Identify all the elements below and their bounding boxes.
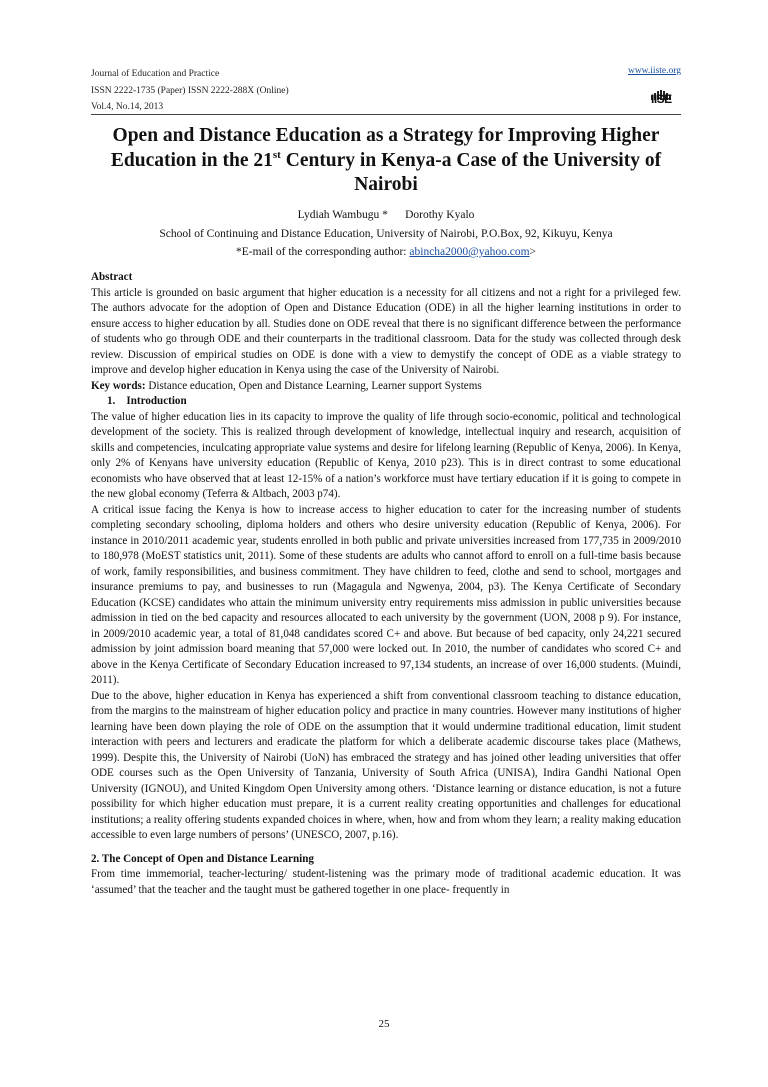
title-line-3: Nairobi <box>354 174 418 195</box>
abstract-heading: Abstract <box>91 271 133 283</box>
author-affiliation: School of Continuing and Distance Education, University of Nairobi, P.O.Box, 92, Kikuyu, Kenya <box>159 227 613 240</box>
page-number: 25 <box>378 1018 390 1030</box>
header-divider <box>91 114 681 115</box>
journal-volume: Vol.4, No.14, 2013 <box>91 102 164 112</box>
section-1-paragraph-2: A critical issue facing the Kenya is how to increase access to higher education to cater for the increasing number of students completing secondary schooling, diploma holders and others who desire university education (Republic of Kenya, 2006). For instance in 2010/2011 academic year, students enrolled in both public and private universities increased from 177,735 in 2009/2010 to 180,978 (MoEST statistics unit, 2011). Some of these students are adults who cannot afford to enroll on a full-time basis because of work, family responsibilities, and business commitment. They have children to feed, clothe and send to school, mortgages and insurance premiums to pay, and businesses to run (Magagula and Ngwenya, 2004, p3). The Kenya Certificate of Secondary Education (KCSE) candidates who attain the minimum university entry requirements miss admission in public universities because admission in tied on the bed capacity and resources allocated to each university by the government (UON, 2008 p 9). For instance, in 2009/2010 academic year, a total of 81,048 candidates scored C+ and above. But because of bed capacity, only 24,221 secured admission by joint admission board meaning that 57,000 were locked out. In 2010, the number of candidates who scored C+ and above in the Kenya Certificate of Secondary Education increased to 97,134 students, an increase of over 16,000 students. (Muindi, 2011). <box>91 503 681 686</box>
section-1-paragraph-1: The value of higher education lies in its capacity to improve the quality of life through socio-economic, political and technological development of the society. This is realized through development of knowledge, intellectual inquiry and research, acquisition of skills and competencies, inculcating appropriate value systems and desire for lifelong learning (Republic of Kenya, 2006). In Kenya, only 2% of Kenyans have university education (Republic of Kenya, 2010 p23). This is in direct contrast to some educational economists who have observed that at least 12-15% of a nation’s workforce must have tertiary education if it is going to compete in the new global economy (Teferra & Altbach, 2003 p74). <box>91 410 681 500</box>
section-2-heading: 2. The Concept of Open and Distance Learning <box>91 852 314 865</box>
journal-url-link[interactable]: www.iiste.org <box>627 66 681 76</box>
paper-body <box>91 270 681 898</box>
title-line-1: Open and Distance Education as a Strategy for Improving Higher <box>112 125 660 146</box>
title-line-2: Education in the 21st Century in Kenya-a Case of the University of <box>110 148 662 171</box>
author-email-link[interactable]: abincha2000@yahoo.com <box>409 246 530 258</box>
author-block <box>91 206 681 262</box>
iiste-logo <box>651 82 677 108</box>
journal-header <box>91 66 289 116</box>
author-names: Lydiah Wambugu * Dorothy Kyalo <box>297 209 475 221</box>
abstract-text: This article is grounded on basic argument that higher education is a necessity for all citizens and not a right for a privileged few. The authors advocate for the adoption of Open and Distance Education (ODE) in all the higher learning institutions in order to ensure access to higher education by all. Studies done on ODE reveal that there is no significant difference between the performance of students who go through ODE and their counterparts in the traditional classroom. Data for the study was collected through desk review. Discussion of empirical studies on ODE is done with a view to demystify the concept of ODE as a viable strategy to improve and develop higher education in Kenya using the case of the University of Nairobi. <box>91 286 681 376</box>
logo-bars-icon <box>651 82 677 92</box>
section-1-heading: 1. Introduction <box>107 395 187 407</box>
paper-title <box>91 124 681 198</box>
section-1-paragraph-3: Due to the above, higher education in Kenya has experienced a shift from conventional classroom teaching to distance education, from the margins to the mainstream of higher education policy and practice in many countries. However many institutions of higher learning have been down playing the role of ODE on the assumption that it would undermine traditional education, limit student interaction with peers and lecturers and eradicate the platform for which a deliberate academic discourse takes place (Mathews, 1999). Despite this, the University of Nairobi (UoN) has embraced the strategy and has joined other leading universities that offer ODE courses such as the Open University of Tanzania, University of South Africa (UNISA), Indira Gandhi National Open University (IGNOU), and United Kingdom Open University among others. ‘Distance learning or distance education, is not a future possibility for which higher education must prepare, it is a current reality creating opportunities and challenges for educational institutions; a reality offering students expanded choices in where, when, how and from whom they learn; a reality making education accessible to even large numbers of persons’ (UNESCO, 2007, p.16). <box>91 689 681 841</box>
journal-issn: ISSN 2222-1735 (Paper) ISSN 2222-288X (Online) <box>91 85 289 96</box>
section-2-paragraph-1: From time immemorial, teacher-lecturing/ student-listening was the primary mode of traditional academic education. It was ‘assumed’ that the teacher and the taught must be gathered together in one place- frequently in <box>91 868 681 896</box>
keywords-line: Key words: Distance education, Open and Distance Learning, Learner support Systems <box>91 379 482 392</box>
author-email-line: *E-mail of the corresponding author: abincha2000@yahoo.com> <box>235 246 537 258</box>
logo-text: IISE <box>651 92 672 106</box>
journal-name: Journal of Education and Practice <box>91 69 220 79</box>
